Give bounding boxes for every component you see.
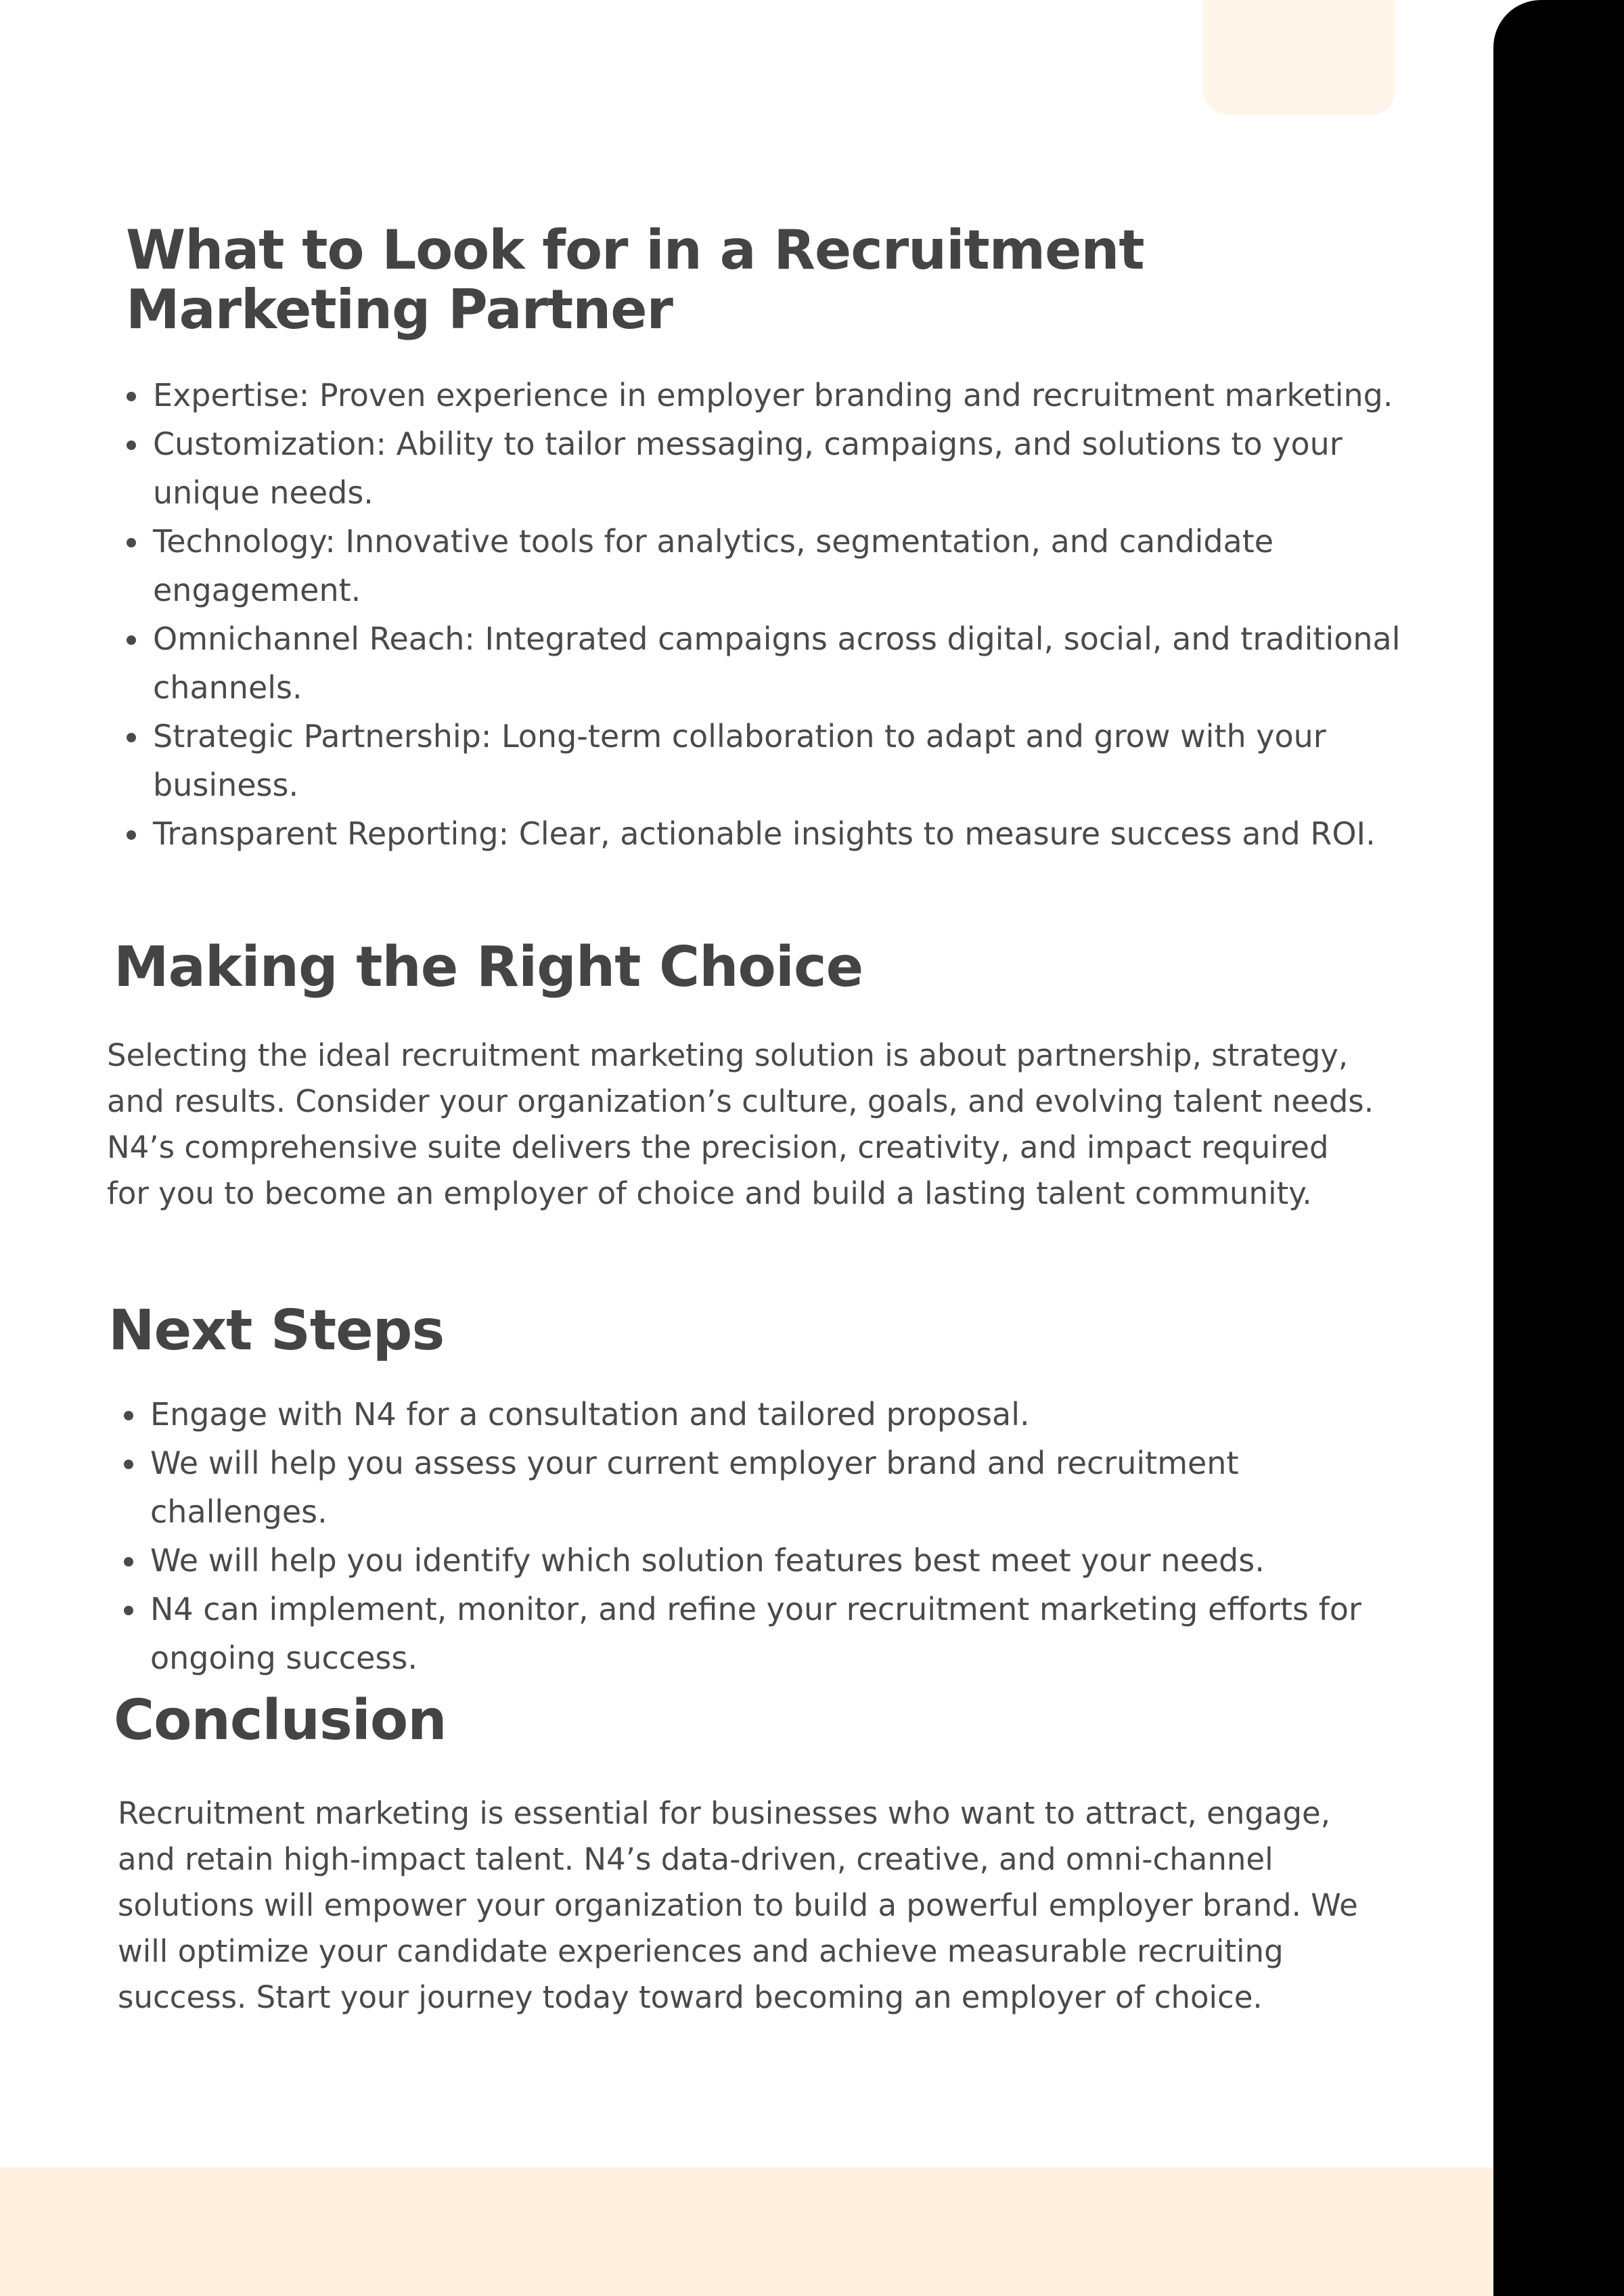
section-title-next-steps: Next Steps bbox=[108, 1299, 445, 1363]
footer-band bbox=[0, 2167, 1493, 2296]
conclusion-paragraph: Recruitment marketing is essential for businesses who want to attract, engage, and retain high-impact talent. N4’s data-driven, creative, and omni-channel solutions will empower your organization to build a powerful employer brand. We will optimize your candidate experiences and achieve measurable recruiting success. Start your journey today toward becoming an employer of choice. bbox=[118, 1795, 1358, 2015]
choice-paragraph: Selecting the ideal recruitment marketing solution is about partnership, strategy, and results. Consider your organization’s culture, goals, and evolving talent needs. N4’s comprehensive suite delivers the precision, creativity, and impact required for you to become an employer of choice and build a lasting talent community. bbox=[107, 1037, 1374, 1211]
right-side-panel bbox=[1493, 0, 1624, 2296]
top-corner-decoration bbox=[1203, 0, 1395, 115]
list-item: • Engage with N4 for a consultation and tailored proposal. bbox=[148, 1390, 1393, 1439]
list-item: • Customization: Ability to tailor messaging, campaigns, and solutions to your unique needs. bbox=[150, 420, 1436, 517]
list-item: • Expertise: Proven experience in employer branding and recruitment marketing. bbox=[150, 371, 1436, 420]
list-item: • We will help you assess your current employer brand and recruitment challenges. bbox=[148, 1439, 1393, 1536]
list-item: • We will help you identify which solution features best meet your needs. bbox=[148, 1536, 1393, 1585]
list-item: • Omnichannel Reach: Integrated campaigns across digital, social, and traditional channels. bbox=[150, 614, 1436, 712]
list-item: • Transparent Reporting: Clear, actionable insights to measure success and ROI. bbox=[150, 809, 1436, 858]
next-steps-list bbox=[107, 1390, 1393, 1682]
section-title-conclusion: Conclusion bbox=[114, 1688, 447, 1753]
list-item: • Strategic Partnership: Long-term collaboration to adapt and grow with your business. bbox=[150, 712, 1436, 809]
section-title-partner: What to Look for in a Recruitment Marketing Partner bbox=[126, 219, 1144, 341]
section-title-choice: Making the Right Choice bbox=[114, 935, 863, 999]
list-item: • N4 can implement, monitor, and refine your recruitment marketing efforts for ongoing success. bbox=[148, 1585, 1393, 1682]
list-item: • Technology: Innovative tools for analytics, segmentation, and candidate engagement. bbox=[150, 517, 1436, 614]
partner-criteria-list bbox=[110, 371, 1436, 858]
